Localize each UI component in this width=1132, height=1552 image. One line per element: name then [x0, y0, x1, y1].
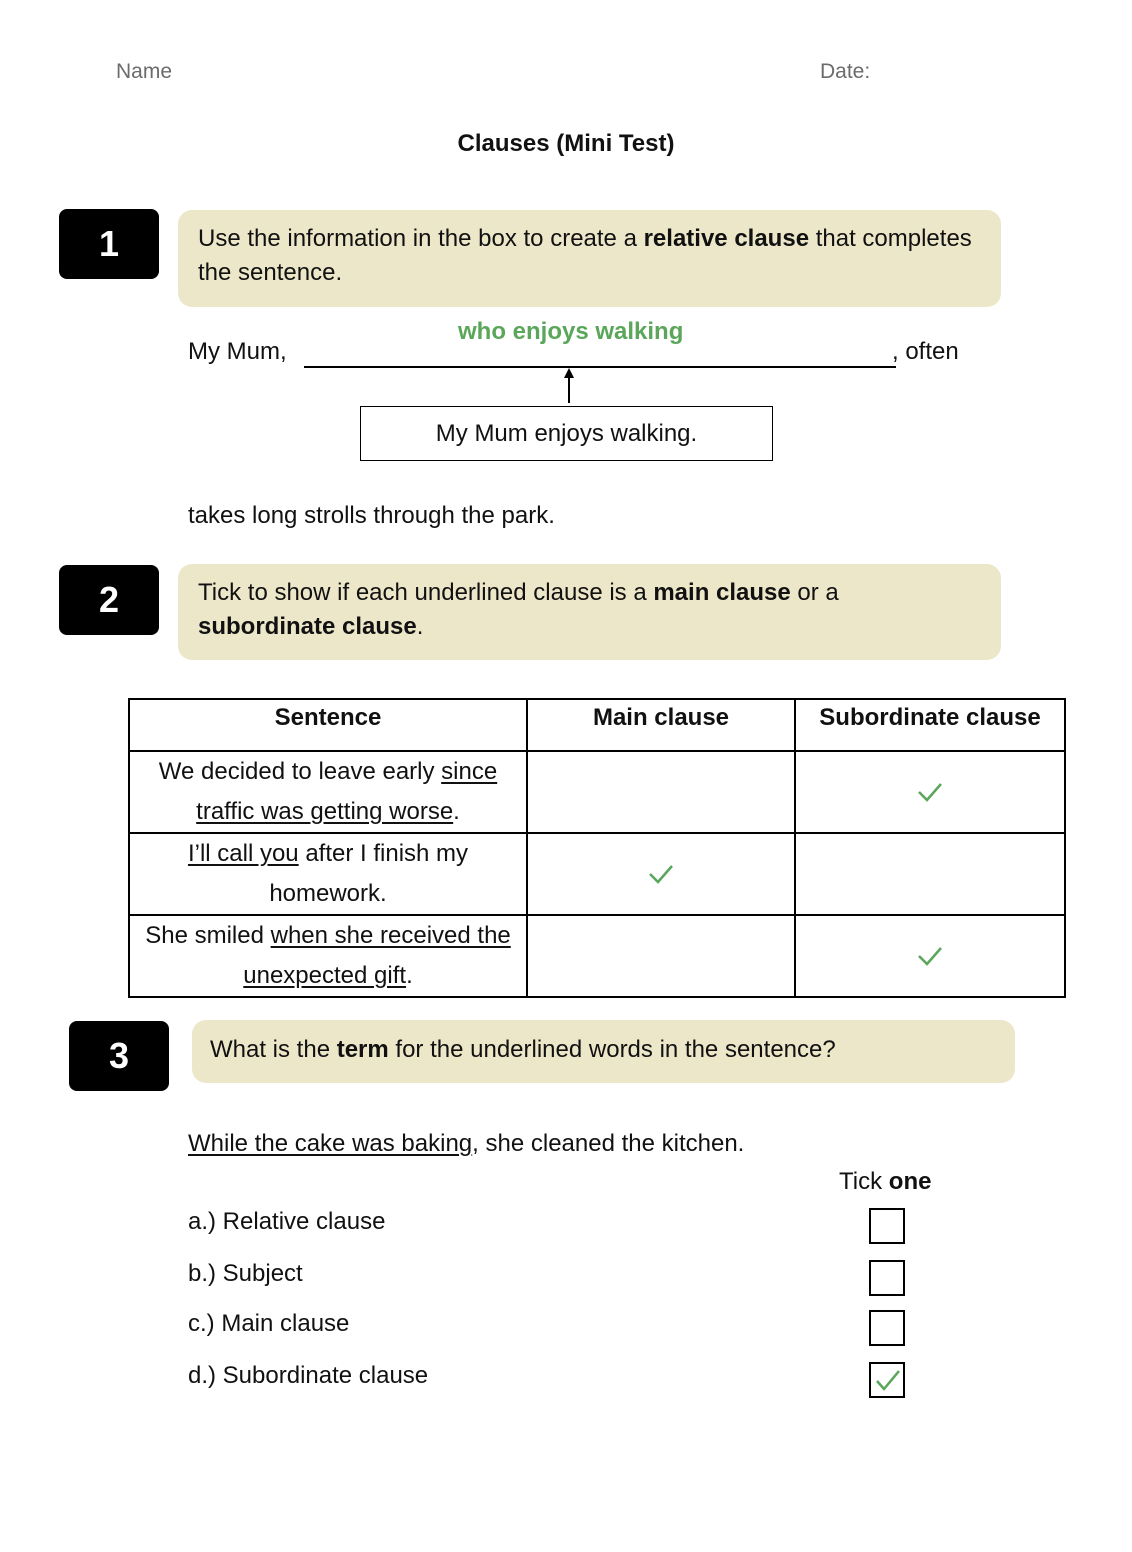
prompt-bold: term [336, 1036, 389, 1063]
main-clause-cell[interactable] [527, 751, 795, 833]
up-arrow-icon [560, 367, 578, 405]
table-row [129, 833, 1065, 915]
example-sentence [188, 1130, 744, 1158]
option-b-label: b.) Subject [188, 1260, 303, 1287]
option-a-label: a.) Relative clause [188, 1208, 386, 1235]
sentence-after-blank: , often [892, 338, 959, 365]
underlined-phrase: While the cake was baking [188, 1130, 473, 1157]
prompt-text: that completes the sentence. [198, 225, 972, 286]
option-b-checkbox[interactable] [869, 1260, 905, 1296]
tick-icon [871, 1364, 903, 1396]
prompt-text: . [416, 613, 424, 640]
sentence-cell [129, 915, 527, 997]
underlined-clause: when she received the unexpected gift [243, 922, 511, 989]
sentence-end: takes long strolls through the park. [188, 502, 555, 529]
subordinate-clause-cell[interactable] [795, 751, 1065, 833]
sentence-text: . [406, 962, 413, 989]
question-3-prompt [192, 1020, 1015, 1083]
name-label: Name [116, 60, 173, 83]
option-c-checkbox[interactable] [869, 1310, 905, 1346]
option-c-label: c.) Main clause [188, 1310, 350, 1337]
date-label: Date: [820, 60, 871, 83]
underlined-clause: I’ll call you [187, 840, 299, 867]
sentence-cell [129, 751, 527, 833]
prompt-text: What is the [210, 1036, 337, 1063]
page-title: Clauses (Mini Test) [457, 130, 675, 157]
main-clause-cell[interactable] [527, 915, 795, 997]
question-number-3: 3 [69, 1021, 169, 1091]
question-number-1: 1 [59, 209, 159, 279]
tick-icon [915, 943, 945, 969]
question-number-2: 2 [59, 565, 159, 635]
clause-table [128, 698, 1066, 998]
question-2-prompt [178, 564, 1001, 660]
prompt-bold-subordinate: subordinate clause [198, 613, 417, 640]
header-subordinate-clause: Subordinate clause [795, 699, 1065, 751]
prompt-text: or a [790, 579, 839, 606]
prompt-text: for the underlined words in the sentence? [388, 1036, 836, 1063]
underlined-clause: since traffic was getting worse [196, 758, 498, 825]
table-row [129, 915, 1065, 997]
subordinate-clause-cell[interactable] [795, 833, 1065, 915]
prompt-bold-main: main clause [653, 579, 791, 606]
answer-blank-line [304, 366, 896, 368]
sentence-cell [129, 833, 527, 915]
question-1-prompt [178, 210, 1001, 307]
sentence-text: after I finish my homework. [269, 840, 469, 907]
header-main-clause: Main clause [527, 699, 795, 751]
option-d-checkbox[interactable] [869, 1362, 905, 1398]
sentence-text: . [453, 798, 460, 825]
tick-icon [646, 861, 676, 887]
tick-label-bold: one [888, 1168, 932, 1195]
tick-icon [915, 779, 945, 805]
sentence-start: My Mum, [188, 338, 287, 365]
sentence-text: We decided to leave early [158, 758, 442, 785]
sentence-rest: , she cleaned the kitchen. [472, 1130, 745, 1157]
tick-one-label [839, 1168, 931, 1196]
answer-text[interactable]: who enjoys walking [458, 318, 684, 345]
sentence-text: She smiled [145, 922, 271, 949]
table-row [129, 751, 1065, 833]
header-sentence: Sentence [129, 699, 527, 751]
prompt-bold: relative clause [643, 225, 810, 252]
prompt-text: Tick to show if each underlined clause is a [198, 579, 654, 606]
information-box: My Mum enjoys walking. [360, 406, 773, 461]
option-d-label: d.) Subordinate clause [188, 1362, 429, 1389]
main-clause-cell[interactable] [527, 833, 795, 915]
prompt-text: Use the information in the box to create a [198, 225, 644, 252]
tick-label-text: Tick [839, 1168, 889, 1195]
subordinate-clause-cell[interactable] [795, 915, 1065, 997]
option-a-checkbox[interactable] [869, 1208, 905, 1244]
